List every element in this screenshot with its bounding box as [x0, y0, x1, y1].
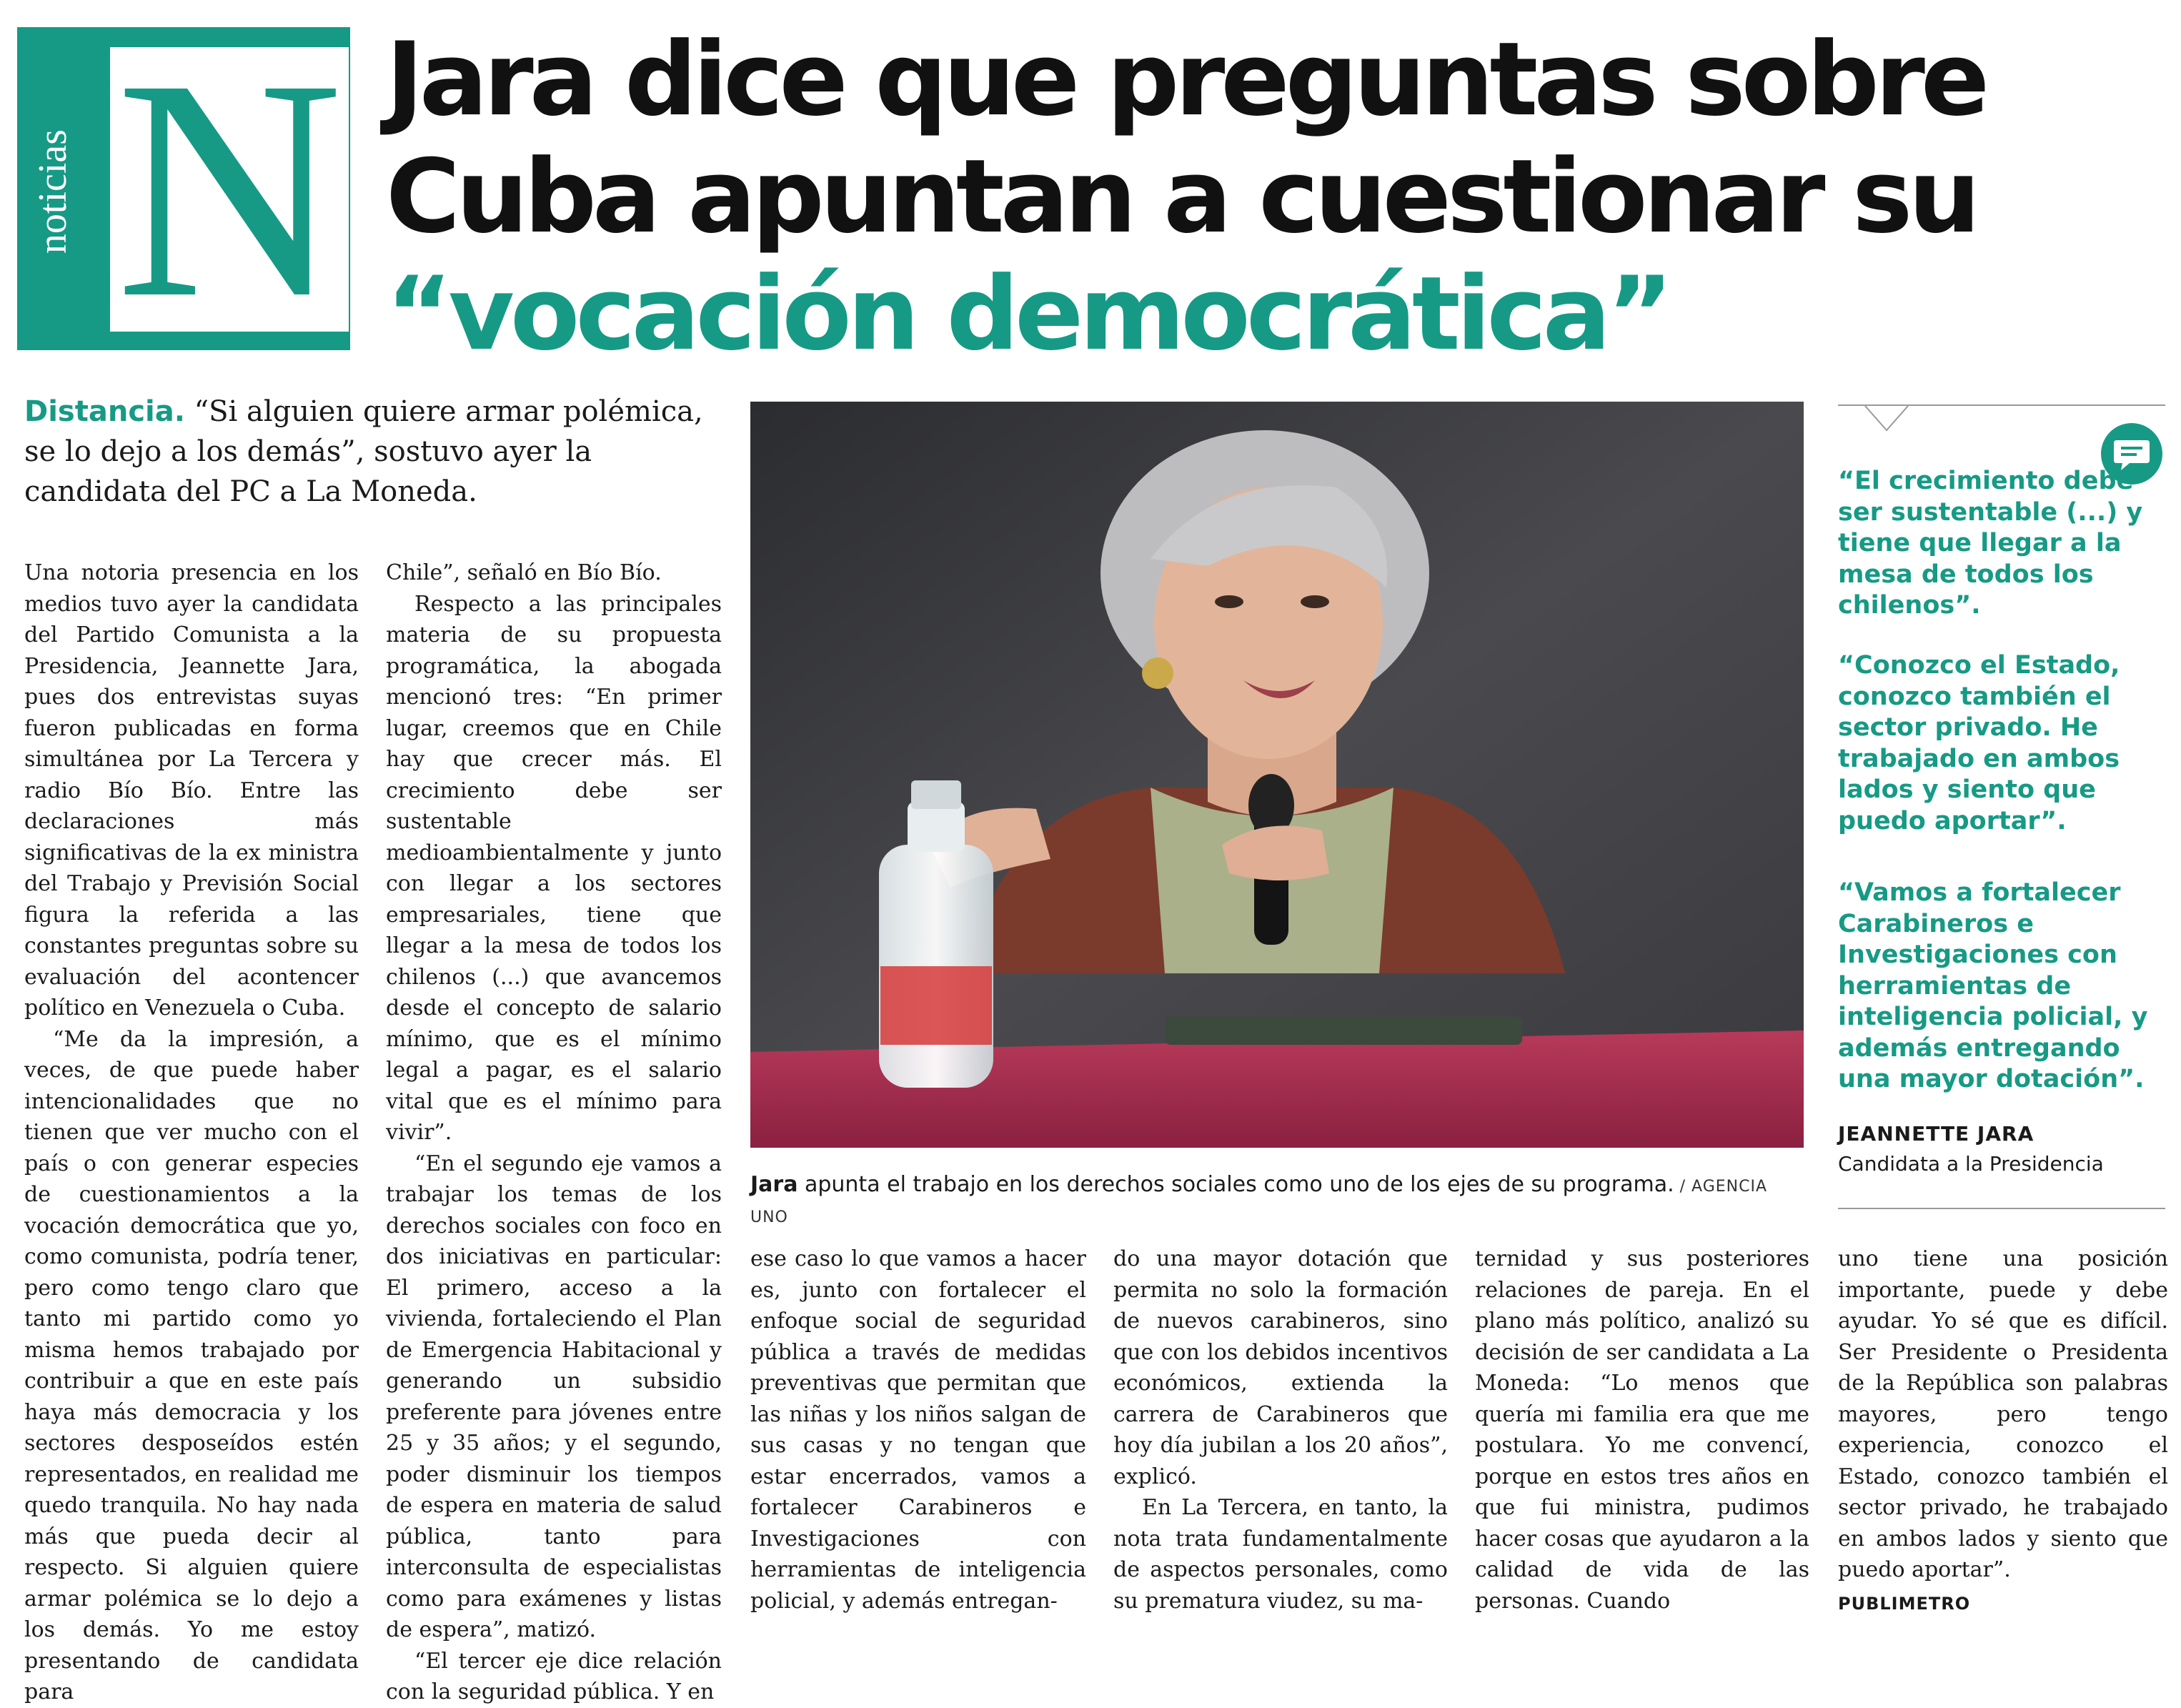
paragraph: “Me da la impresión, a veces, de que puede haber intencionalidades que no tienen que ver mucho con el país o con generar especies de cuestionamientos a la vocación democrática que yo, como comunista, podría tener, pero como tengo claro que tanto mi partido como yo misma hemos trabajado por contribuir a que en este país haya más democracia y los sectores desposeídos estén representados, en realidad me quedo tranquila. No hay nada más que pueda decir al respecto. Si alguien quiere armar polémica se lo dejo a los demás. Yo me estoy presentando de candidata para [24, 1026, 359, 1704]
headline-line-3: “vocación democrática” [386, 255, 1669, 373]
paragraph: uno tiene una posición importante, puede y debe ayudar. Yo sé que es difícil. Ser Presidente o Presidenta de la República son palabras mayores, pero tengo experiencia, conozco el Estado, conozco también el sector privado, he trabajado en ambos lados y siento que puedo aportar”. [1838, 1246, 2168, 1582]
quote-author-role: Candidata a la Presidencia [1838, 1152, 2104, 1176]
paragraph: En La Tercera, en tanto, la nota trata fundamentalmente de aspectos personales, como su prematura viudez, su ma- [1113, 1495, 1448, 1614]
paragraph: Respecto a las principales materia de su propuesta programática, la abogada mencionó tres: “En primer lugar, creemos que en Chile hay que crecer más. El crecimiento debe ser sustentable medioambientalmente y junto con llegar a los sectores empresariales, tiene que llegar a la mesa de todos los chilenos (...) que avancemos desde el concepto de salario mínimo, que es el mínimo legal a pagar, es el salario vital que es el mínimo para vivir”. [386, 591, 722, 1145]
pull-quote-2: “Conozco el Estado, conozco también el sector privado. He trabajado en ambos lados y siento que puedo aportar”. [1838, 651, 2120, 835]
sidebar-notch [1865, 404, 1915, 433]
headline [386, 21, 2158, 373]
paragraph: ese caso lo que vamos a hacer es, junto con fortalecer el enfoque social de seguridad pública a través de medidas preventivas que permitan que las niñas y los niños salgan de sus casas y no tengan que estar encerrados, vamos a fortalecer Carabineros e Investigaciones con herramientas de inteligencia policial, y además entregan- [750, 1246, 1086, 1614]
lead-paragraph [24, 392, 732, 512]
paragraph: do una mayor dotación que permita no solo la formación de nuevos carabineros, sino que con los debidos incentivos económicos, extienda la carrera de Carabineros que hoy día jubilan a los 20 años”, explicó. [1113, 1246, 1448, 1489]
caption-lead: Jara [750, 1172, 798, 1197]
pull-quote-1: “El crecimiento debe ser sustentable (...) y tiene que llegar a la mesa de todos los chilenos”. [1838, 467, 2143, 620]
body-column-4 [1113, 1243, 1448, 1614]
quote-author-name: JEANNETTE JARA [1838, 1122, 2035, 1146]
paragraph: Chile”, señaló en Bío Bío. [386, 560, 662, 585]
lead-kicker: Distancia. [24, 395, 185, 428]
paragraph: Una notoria presencia en los medios tuvo ayer la candidata del Partido Comunista a la Presidencia, Jeannette Jara, pues dos entrevistas suyas fueron publicadas en forma simultánea por La Tercera y radio Bío Bío. Entre las declaraciones más significativas de la ex ministra del Trabajo y Previsión Social figura la referida a las constantes preguntas sobre su evaluación del acontencer político en Venezuela o Cuba. [24, 560, 359, 1021]
headline-line-2: Cuba apuntan a cuestionar su [386, 138, 1977, 256]
photo-caption [750, 1171, 1808, 1232]
paragraph: “El tercer eje dice relación con la seguridad pública. Y en [386, 1648, 722, 1704]
lead-text: “Si alguien quiere armar polémica, se lo dejo a los demás”, sostuvo ayer la candidata del PC a La Moneda. [24, 395, 703, 508]
pull-quote-3: “Vamos a fortalecer Carabineros e Investigaciones con herramientas de inteligencia policial, y además entregando una mayor dotación”. [1838, 878, 2148, 1093]
source-credit: PUBLIMETRO [1838, 1593, 1971, 1614]
body-column-1 [24, 557, 359, 1704]
section-word: noticias [31, 129, 75, 254]
paragraph: “En el segundo eje vamos a trabajar los temas de los derechos sociales con foco en dos iniciativas en particular: El primero, acceso a la vivienda, fortaleciendo el Plan de Emergencia Habitacional y generando un subsidio preferente para jóvenes entre 25 y 35 años; y el segundo, poder disminuir los tiempos de espera en materia de salud pública, tanto para interconsulta de especialistas como para exámenes y listas de espera”, matizó. [386, 1151, 722, 1642]
paragraph: ternidad y sus posteriores relaciones de pareja. En el plano más político, analizó su decisión de ser candidata a La Moneda: “Lo menos que quería mi familia era que me postulara. Yo me convencí, porque en estos tres años en que fui ministra, pudimos hacer cosas que ayudaron a la calidad de vida de las personas. Cuando [1475, 1246, 1809, 1614]
sidebar-bottom-rule [1838, 1208, 2165, 1209]
caption-text: apunta el trabajo en los derechos sociales como uno de los ejes de su programa. [798, 1172, 1674, 1197]
body-column-5 [1475, 1243, 1809, 1614]
body-column-2 [386, 557, 722, 1704]
section-badge [17, 15, 350, 363]
body-column-3 [750, 1243, 1086, 1614]
section-letter-box [110, 15, 349, 363]
section-letter: N [116, 15, 343, 363]
photo-credit: / AGENCIA UNO [750, 1178, 1768, 1226]
headline-line-1: Jara dice que preguntas sobre [386, 21, 1986, 139]
body-column-6 [1838, 1243, 2168, 1614]
article-photo [750, 402, 1804, 1148]
